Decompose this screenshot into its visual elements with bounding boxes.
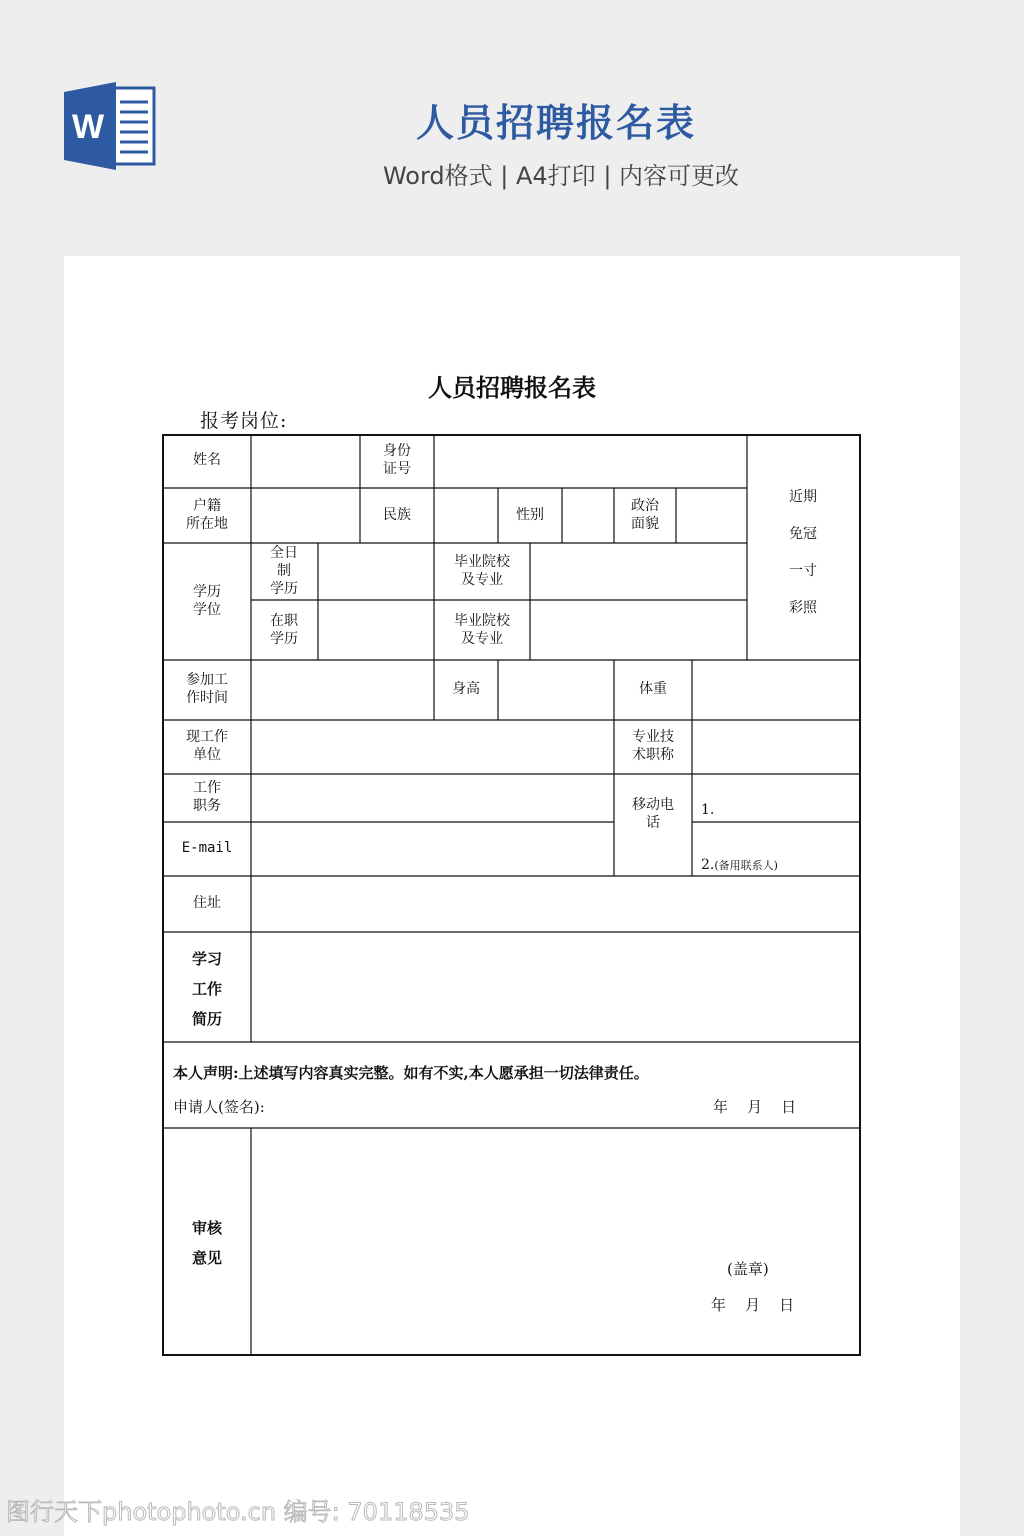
watermark: 图行天下photophoto.cn 编号: 70118535 [6,1498,470,1526]
label-political: 政治 面貌 [631,498,659,532]
label-ethnicity: 民族 [383,507,411,523]
mobile-2: 2.(备用联系人) [701,857,778,873]
label-work-start: 参加工 作时间 [186,672,228,706]
photo-placeholder: 近期 免冠 一寸 彩照 [789,489,817,616]
banner-subtitle: Word格式 | A4打印 | 内容可更改 [382,162,740,190]
label-address: 住址 [193,895,221,911]
label-name: 姓名 [193,452,221,468]
label-school-1: 毕业院校 及专业 [454,554,510,588]
banner-title: 人员招聘报名表 [415,101,696,145]
mobile-1: 1. [701,802,715,818]
label-height: 身高 [452,681,480,697]
position-label: 报考岗位: [200,410,288,432]
word-icon-letter: W [71,108,105,146]
declaration-date: 年 月 日 [713,1098,797,1116]
label-education: 学历 学位 [193,584,221,618]
label-inservice: 在职 学历 [270,613,298,647]
declaration-text: 本人声明:上述填写内容真实完整。如有不实,本人愿承担一切法律责任。 [173,1064,649,1082]
label-tech-title: 专业技 术职称 [632,729,674,763]
label-id-number: 身份 证号 [383,443,411,477]
seal-label: (盖章) [727,1260,769,1278]
label-review: 审核 意见 [191,1219,223,1267]
label-email: E-mail [181,840,233,856]
label-fulltime: 全日 制 学历 [270,545,298,597]
label-gender: 性别 [516,507,544,523]
label-hukou: 户籍 所在地 [186,498,228,532]
review-date: 年 月 日 [711,1296,795,1314]
label-school-2: 毕业院校 及专业 [454,613,510,647]
form-title: 人员招聘报名表 [428,374,596,402]
applicant-signature-label: 申请人(签名): [173,1098,265,1116]
label-employer: 现工作 单位 [186,729,228,763]
label-duty: 工作 职务 [193,780,221,814]
label-weight: 体重 [639,681,667,697]
label-mobile: 移动电 话 [632,797,674,831]
label-resume: 学习 工作 简历 [191,950,223,1028]
